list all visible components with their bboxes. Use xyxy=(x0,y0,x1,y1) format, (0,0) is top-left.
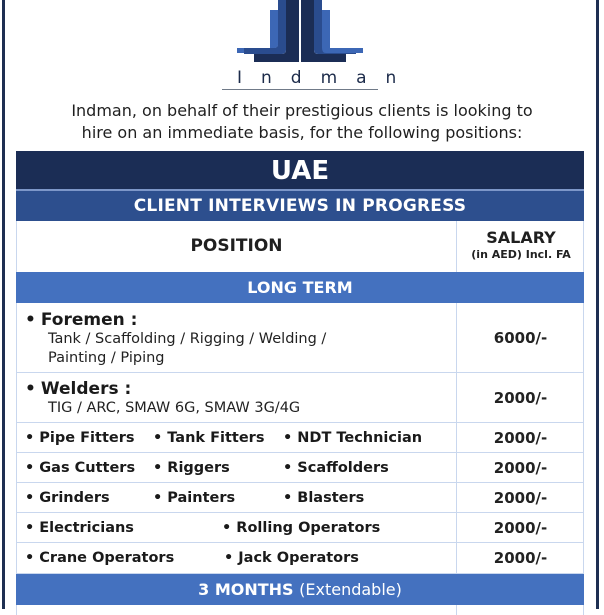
intro-line-1: Indman, on behalf of their prestigious clients is looking to xyxy=(71,101,533,120)
position-cell xyxy=(17,453,456,482)
position-item: NDT Technician xyxy=(297,429,423,446)
position-item: Tank Fitters xyxy=(167,429,265,446)
bullet-icon: • xyxy=(25,429,35,446)
salary-cell: 2000/- xyxy=(456,543,584,573)
bullet-icon: • xyxy=(283,429,293,446)
position-cell xyxy=(17,303,456,372)
table-row-foremen xyxy=(16,303,584,373)
position-cell xyxy=(17,373,456,422)
position-item: Pipe Fitters xyxy=(39,429,135,446)
table-row xyxy=(16,543,584,574)
position-detail: Tank / Scaffolding / Rigging / Welding / xyxy=(48,331,327,347)
position-cell xyxy=(17,513,456,542)
position-item: Grinders xyxy=(39,489,110,506)
position-item: Rolling Operators xyxy=(236,519,381,536)
position-title: Welders : xyxy=(40,379,132,399)
indman-logo-icon xyxy=(230,0,370,66)
position-title: Foremen : xyxy=(40,310,138,330)
position-cell xyxy=(17,543,456,573)
wordmark-underline xyxy=(222,89,378,90)
country-header: UAE xyxy=(16,151,584,189)
position-item: Electricians xyxy=(39,519,134,536)
position-item: Gas Cutters xyxy=(39,459,136,476)
salary-cell: 2000/- xyxy=(456,483,584,512)
outer-frame-right xyxy=(596,0,599,609)
position-cell xyxy=(17,423,456,452)
salary-column-header xyxy=(456,221,585,272)
bullet-icon: • xyxy=(25,379,36,399)
table-row xyxy=(16,513,584,543)
bullet-icon: • xyxy=(25,519,35,536)
position-item: Blasters xyxy=(297,489,365,506)
salary-cell: 2000/- xyxy=(456,423,584,452)
position-detail: Painting / Piping xyxy=(48,350,165,366)
table-row xyxy=(16,453,584,483)
bullet-icon: • xyxy=(153,489,163,506)
bullet-icon: • xyxy=(283,489,293,506)
bullet-icon: • xyxy=(153,459,163,476)
table-row-welders xyxy=(16,373,584,423)
bullet-icon: • xyxy=(224,550,234,566)
salary-cell: 2000/- xyxy=(456,453,584,482)
column-header-row xyxy=(16,221,584,272)
section-title-bold: 3 MONTHS xyxy=(198,580,294,599)
bullet-icon: • xyxy=(25,489,35,506)
position-item: Crane Operators xyxy=(39,550,175,566)
position-detail: TIG / ARC, SMAW 6G, SMAW 3G/4G xyxy=(48,400,301,416)
salary-cell: 2000/- xyxy=(456,513,584,542)
position-column-header: POSITION xyxy=(190,236,283,256)
brand-wordmark: Indman xyxy=(237,68,416,88)
position-item: Riggers xyxy=(167,459,230,476)
bullet-icon: • xyxy=(283,459,293,476)
bullet-icon: • xyxy=(153,429,163,446)
bullet-icon: • xyxy=(25,310,36,330)
position-item: Jack Operators xyxy=(238,550,359,566)
bullet-icon: • xyxy=(222,519,232,536)
salary-cell: 2000/- xyxy=(456,373,584,422)
table-row xyxy=(16,483,584,513)
intro-line-2: hire on an immediate basis, for the following positions: xyxy=(81,123,523,142)
salary-cell: 6000/- xyxy=(456,303,584,372)
salary-header-label: SALARY xyxy=(486,228,556,247)
salary-header-note: (in AED) Incl. FA xyxy=(471,248,571,261)
position-item: Painters xyxy=(167,489,236,506)
position-cell xyxy=(17,483,456,512)
section-title-note: (Extendable) xyxy=(299,580,402,599)
bullet-icon: • xyxy=(25,550,35,566)
status-banner: CLIENT INTERVIEWS IN PROGRESS xyxy=(16,191,584,221)
position-item: Scaffolders xyxy=(297,459,389,476)
section-header-long-term: LONG TERM xyxy=(16,272,584,303)
bullet-icon: • xyxy=(25,459,35,476)
outer-frame-left xyxy=(2,0,5,609)
section-header-3-months xyxy=(16,574,584,605)
intro-text xyxy=(20,100,584,144)
table-row xyxy=(16,423,584,453)
table-row-partial xyxy=(16,605,584,615)
